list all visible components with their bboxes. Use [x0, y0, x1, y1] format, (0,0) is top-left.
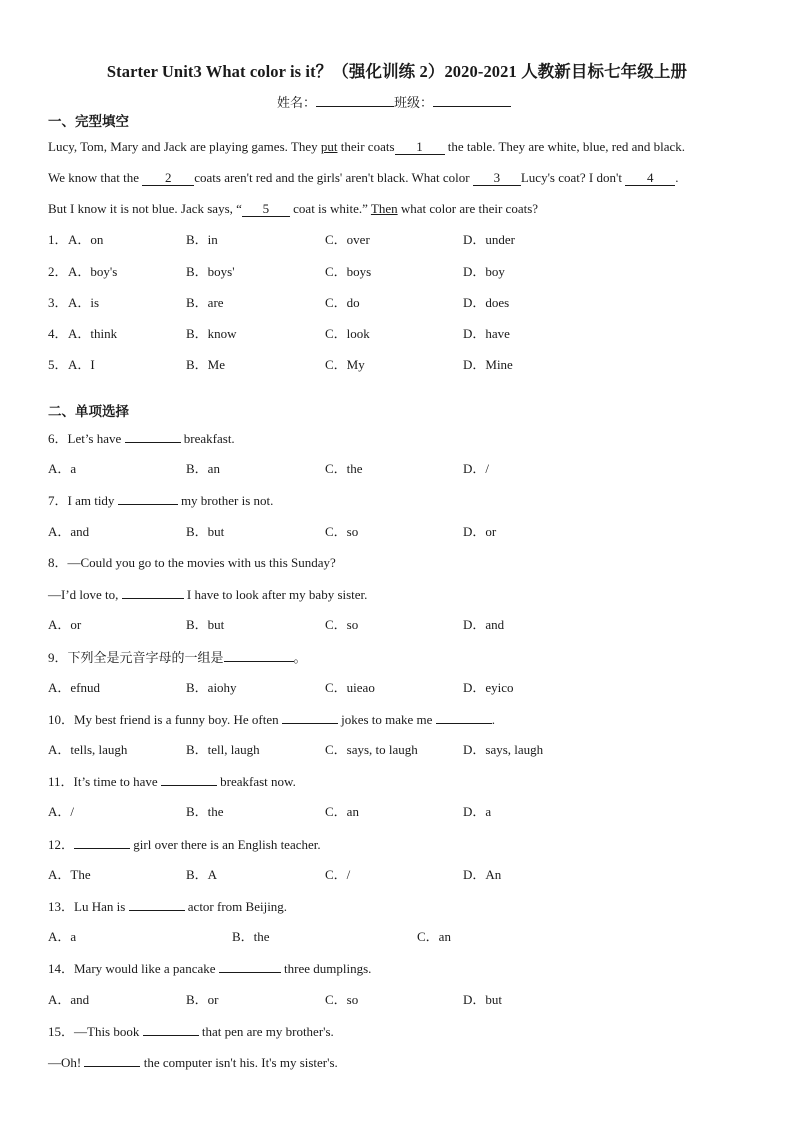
stem-text: 14．Mary would like a pancake [48, 961, 219, 976]
stem-text: girl over there is an English teacher. [130, 837, 321, 852]
passage-underlined-then: Then [370, 201, 398, 216]
option-d[interactable]: D．have [463, 326, 510, 341]
stem-text: 11．It’s time to have [48, 774, 161, 789]
passage-text: Lucy, Tom, Mary and Jack are playing games. They [48, 139, 321, 154]
question-number: 2． [48, 264, 68, 279]
option-b[interactable]: B．in [186, 232, 218, 247]
answer-blank[interactable] [74, 836, 130, 849]
q8-option-b[interactable]: B．but [186, 617, 225, 632]
passage-text: We know that the [48, 170, 143, 185]
q11-option-d[interactable]: D．a [463, 804, 492, 819]
answer-blank[interactable] [122, 586, 184, 599]
q7-option-d[interactable]: D．or [463, 524, 497, 539]
stem-text: 。 [293, 650, 307, 665]
stem-text: breakfast. [180, 431, 235, 446]
q11-option-b[interactable]: B．the [186, 804, 224, 819]
passage-text: the table. They are white, blue, red and black. [444, 139, 686, 154]
question-14-stem [48, 960, 371, 977]
q13-option-b[interactable]: B．the [232, 929, 270, 944]
passage-text: Lucy's coat? I don't [520, 170, 626, 185]
option-b[interactable]: B．boys' [186, 264, 235, 279]
q8-option-a[interactable]: A．or [48, 617, 82, 632]
answer-blank[interactable] [224, 649, 294, 662]
stem-text: actor from Beijing. [184, 899, 288, 914]
cloze-blank-1[interactable]: 1 [395, 140, 445, 155]
option-c[interactable]: C．look [325, 326, 370, 341]
question-8-stem-1: 8．—Could you go to the movies with us this Sunday? [48, 555, 336, 570]
q10-option-c[interactable]: C．says, to laugh [325, 742, 418, 757]
passage-line-2 [48, 170, 678, 186]
q9-option-b[interactable]: B．aiohy [186, 680, 237, 695]
option-c[interactable]: C．My [325, 357, 365, 372]
passage-text: coats aren't red and the girls' aren't black. What color [194, 170, 473, 185]
stem-text: the computer isn't his. It's my sister's. [140, 1055, 338, 1070]
stem-text: 15．—This book [48, 1024, 143, 1039]
answer-blank-2[interactable] [436, 711, 492, 724]
question-12-stem [48, 836, 321, 853]
question-number: 5． [48, 357, 68, 372]
option-d[interactable]: D．boy [463, 264, 505, 279]
q9-option-c[interactable]: C．uieao [325, 680, 375, 695]
q6-option-a[interactable]: A．a [48, 461, 77, 476]
answer-blank[interactable] [125, 430, 181, 443]
q8-option-c[interactable]: C．so [325, 617, 359, 632]
stem-text: 6．Let’s have [48, 431, 125, 446]
cloze-blank-3[interactable]: 3 [473, 171, 521, 186]
q14-option-a[interactable]: A．and [48, 992, 90, 1007]
answer-blank-1[interactable] [143, 1023, 199, 1036]
passage-underlined-put: put [320, 139, 338, 154]
stem-text: —Oh! [48, 1055, 85, 1070]
student-info-line [277, 92, 511, 111]
q10-option-d[interactable]: D．says, laugh [463, 742, 544, 757]
question-8-stem-2 [48, 586, 367, 603]
q14-option-b[interactable]: B．or [186, 992, 219, 1007]
stem-text: . [491, 712, 495, 727]
q7-option-b[interactable]: B．but [186, 524, 225, 539]
option-a[interactable]: A．is [68, 295, 100, 310]
option-c[interactable]: C．do [325, 295, 360, 310]
answer-blank[interactable] [129, 898, 185, 911]
q13-option-c[interactable]: C．an [417, 929, 451, 944]
passage-text: what color are their coats? [397, 201, 539, 216]
q11-option-c[interactable]: C．an [325, 804, 359, 819]
question-9-stem [48, 649, 307, 666]
q6-option-c[interactable]: C．the [325, 461, 363, 476]
q13-option-a[interactable]: A．a [48, 929, 77, 944]
q7-option-c[interactable]: C．so [325, 524, 359, 539]
option-a[interactable]: A．on [68, 232, 104, 247]
passage-text: coat is white.” [289, 201, 371, 216]
stem-text: —I’d love to, [48, 587, 122, 602]
stem-text: my brother is not. [177, 493, 274, 508]
q10-option-a[interactable]: A．tells, laugh [48, 742, 128, 757]
question-15-stem-1 [48, 1023, 334, 1040]
cloze-blank-2[interactable]: 2 [142, 171, 194, 186]
stem-text: 12． [48, 837, 75, 852]
option-b[interactable]: B．are [186, 295, 224, 310]
question-number: 1． [48, 232, 68, 247]
stem-text: jokes to make me [337, 712, 436, 727]
stem-text: 9．下列全是元音字母的一组是 [48, 650, 224, 665]
q12-option-a[interactable]: A．The [48, 867, 91, 882]
q12-option-c[interactable]: C．/ [325, 867, 351, 882]
answer-blank-2[interactable] [84, 1054, 140, 1067]
option-a[interactable]: A．think [68, 326, 118, 341]
question-7-stem [48, 492, 273, 509]
passage-line-3 [48, 201, 538, 217]
passage-text: their coats [337, 139, 395, 154]
option-a[interactable]: A．boy's [68, 264, 118, 279]
q14-option-c[interactable]: C．so [325, 992, 359, 1007]
class-blank[interactable] [433, 94, 511, 107]
question-number: 4． [48, 326, 68, 341]
option-b[interactable]: B．Me [186, 357, 226, 372]
option-c[interactable]: C．boys [325, 264, 372, 279]
q12-option-d[interactable]: D．An [463, 867, 502, 882]
cloze-blank-5[interactable]: 5 [242, 202, 290, 217]
q6-option-b[interactable]: B．an [186, 461, 220, 476]
answer-blank[interactable] [219, 960, 281, 973]
answer-blank[interactable] [118, 492, 178, 505]
option-a[interactable]: A．I [68, 357, 95, 372]
q14-option-d[interactable]: D．but [463, 992, 503, 1007]
section-heading-cloze: 一、完型填空 [48, 114, 129, 129]
name-label: 姓名： [277, 95, 317, 110]
q9-option-d[interactable]: D．eyico [463, 680, 514, 695]
q6-option-d[interactable]: D．/ [463, 461, 490, 476]
passage-line-1 [48, 139, 685, 155]
option-d[interactable]: D．does [463, 295, 510, 310]
question-11-stem [48, 773, 296, 790]
stem-text: breakfast now. [216, 774, 296, 789]
question-13-stem [48, 898, 287, 915]
option-c[interactable]: C．over [325, 232, 370, 247]
stem-text: I have to look after my baby sister. [183, 587, 368, 602]
q12-option-b[interactable]: B．A [186, 867, 218, 882]
option-d[interactable]: D．under [463, 232, 515, 247]
stem-text: 10．My best friend is a funny boy. He often [48, 712, 282, 727]
stem-text: 13．Lu Han is [48, 899, 129, 914]
stem-text: that pen are my brother's. [198, 1024, 334, 1039]
stem-text: 7．I am tidy [48, 493, 118, 508]
q11-option-a[interactable]: A．/ [48, 804, 75, 819]
option-d[interactable]: D．Mine [463, 357, 513, 372]
stem-text: three dumplings. [280, 961, 372, 976]
question-15-stem-2 [48, 1054, 338, 1071]
passage-text: . [675, 170, 679, 185]
passage-text: But I know it is not blue. Jack says, “ [48, 201, 242, 216]
answer-blank[interactable] [161, 773, 217, 786]
q10-option-b[interactable]: B．tell, laugh [186, 742, 260, 757]
question-number: 3． [48, 295, 68, 310]
class-label: 班级： [394, 95, 434, 110]
q9-option-a[interactable]: A．efnud [48, 680, 100, 695]
name-blank[interactable] [316, 94, 394, 107]
q8-option-d[interactable]: D．and [463, 617, 505, 632]
cloze-blank-4[interactable]: 4 [625, 171, 675, 186]
q7-option-a[interactable]: A．and [48, 524, 90, 539]
section-heading-single-choice: 二、单项选择 [48, 404, 129, 419]
page-title: Starter Unit3 What color is it？（强化训练 2）2020-2021 人教新目标七年级上册 [106, 62, 688, 81]
question-10-stem [48, 711, 495, 728]
question-6-stem [48, 430, 235, 447]
option-b[interactable]: B．know [186, 326, 237, 341]
answer-blank-1[interactable] [282, 711, 338, 724]
